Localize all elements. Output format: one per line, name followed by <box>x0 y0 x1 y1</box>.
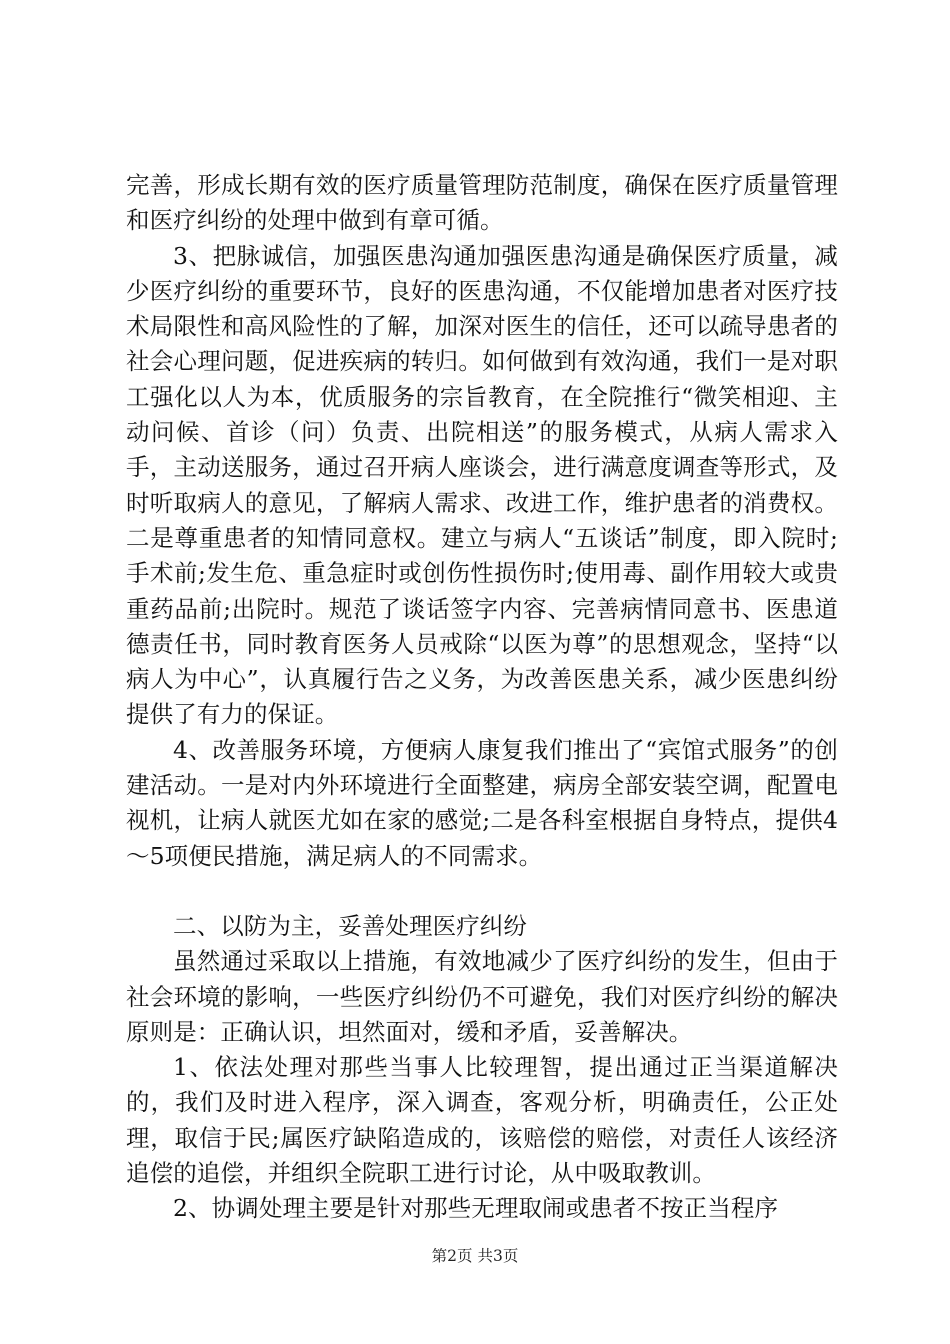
paragraph-item-2: 2、协调处理主要是针对那些无理取闹或患者不按正当程序 <box>173 1194 779 1223</box>
section-heading: 二、以防为主，妥善处理医疗纠纷 <box>173 911 527 940</box>
paragraph-continuation: 完善，形成长期有效的医疗质量管理防范制度，确保在医疗质量管理和医疗纠纷的处理中做到有章可循。 <box>126 171 838 235</box>
document-body <box>126 168 838 1227</box>
paragraph-intro: 虽然通过采取以上措施，有效地减少了医疗纠纷的发生，但由于社会环境的影响，一些医疗纠纷仍不可避免，我们对医疗纠纷的解决原则是：正确认识，坦然面对，缓和矛盾，妥善解决。 <box>126 947 838 1046</box>
paragraph-item-4: 4、改善服务环境，方便病人康复我们推出了“宾馆式服务”的创建活动。一是对内外环境进行全面整建，病房全部安装空调，配置电视机，让病人就医尤如在家的感觉;二是各科室根据自身特点，提供4～5项便民措施，满足病人的不同需求。 <box>126 735 838 870</box>
paragraph-item-1: 1、依法处理对那些当事人比较理智，提出通过正当渠道解决的，我们及时进入程序，深入调查，客观分析，明确责任，公正处理，取信于民;属医疗缺陷造成的，该赔偿的赔偿，对责任人该经济追偿的追偿，并组织全院职工进行讨论，从中吸取教训。 <box>126 1053 838 1188</box>
paragraph-item-3: 3、把脉诚信，加强医患沟通加强医患沟通是确保医疗质量，减少医疗纠纷的重要环节，良好的医患沟通，不仅能增加患者对医疗技术局限性和高风险性的了解，加深对医生的信任，还可以疏导患者的社会心理问题，促进疾病的转归。如何做到有效沟通，我们一是对职工强化以人为本，优质服务的宗旨教育，在全院推行“微笑相迎、主动问候、首诊（问）负责、出院相送”的服务模式，从病人需求入手，主动送服务，通过召开病人座谈会，进行满意度调查等形式，及时听取病人的意见，了解病人需求、改进工作，维护患者的消费权。二是尊重患者的知情同意权。建立与病人“五谈话”制度，即入院时;手术前;发生危、重急症时或创伤性损伤时;使用毒、副作用较大或贵重药品前;出院时。规范了谈话签字内容、完善病情同意书、医患道德责任书，同时教育医务人员戒除“以医为尊”的思想观念，坚持“以病人为中心”，认真履行告之义务，为改善医患关系，减少医患纠纷提供了有力的保证。 <box>126 241 838 729</box>
page-number-footer: 第2页 共3页 <box>431 1247 519 1265</box>
